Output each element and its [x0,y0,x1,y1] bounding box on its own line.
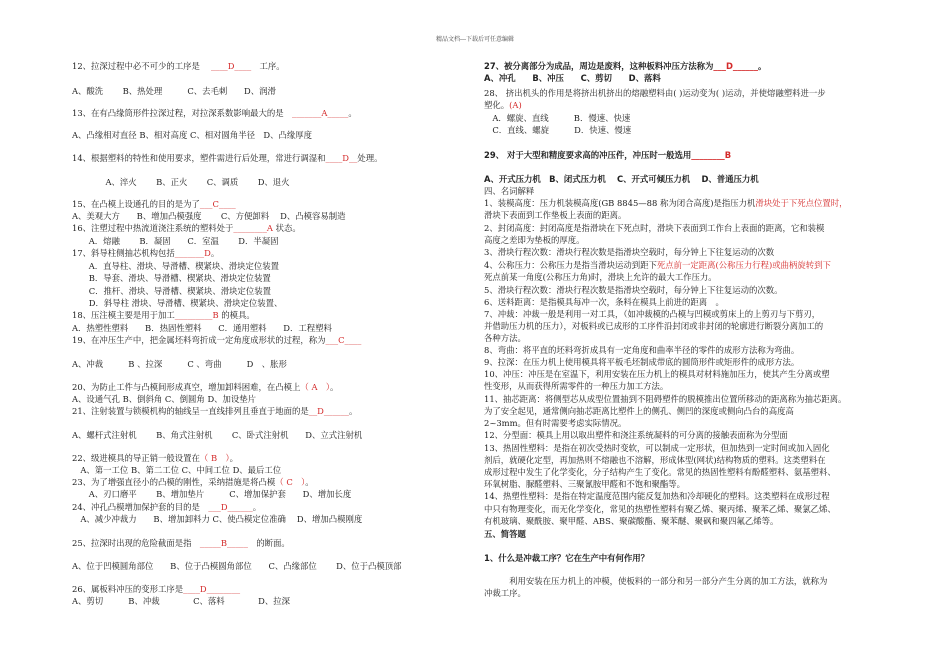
right-line-24: 性变形，从而获得所需零件的一种压力加工方法。 [484,381,669,391]
right-line-13: 3、滑块行程次数：滑块行程次数是指滑块空载时，每分钟上下往复运动的次数 [484,247,775,257]
left-line-16: A．热塑性塑料 B．热固性塑料 C．通用塑料 D．工程塑料 [72,323,332,333]
left-line-20: A、设通气孔 B、倒斜角 C、倒圆角 D、加设垫片 [72,394,257,404]
left-line-8: 16、注塑过程中热流道浇注系统的塑料处于________A 状态。 [72,223,301,233]
left-line-11: A．直导柱、滑块、导滑槽、楔紧块、滑块定位装置 [72,261,280,271]
right-line-31: 成形过程中发生了化学变化，分子结构产生了变化。常见的热固性塑料有酚醛塑料、氨基塑料、 [484,467,836,477]
left-line-22: A、螺杆式注射机 B、角式注射机 C、卧式注射机 D、立式注射机 [72,430,363,440]
right-line-37: 1、什么是冲裁工序？它在生产中有何作用？ [484,553,649,563]
right-line-6: 29、 对于大型和精度要求高的冲压件，冲压时一般选用________B [484,150,732,160]
right-line-4: A．螺旋、直线 B．慢速、快速 [484,113,631,123]
left-line-18: A、冲裁 B 、拉深 C 、弯曲 D 、胀形 [72,359,287,369]
right-line-5: C．直线、螺旋 D．快速、慢速 [484,125,632,135]
right-line-11: 2、封闭高度：封闭高度是指滑块在下死点时，滑块下表面到工作台上表面的距离，它和装模 [484,223,825,233]
left-line-29: 25、拉深时出现的危险截面是指 _____B_____ 的断面。 [72,538,290,548]
left-line-13: C．推杆、滑块、导滑槽、楔紧块、滑块定位装置 [72,286,272,296]
right-line-34: 中只有物理变化，而无化学变化，常见的热塑性塑料有聚乙烯、聚丙烯、聚苯乙烯、聚氯乙烯、 [484,504,836,514]
right-line-20: 各种方法。 [484,333,526,343]
right-line-8: 四、名词解释 [484,186,535,196]
right-line-2: 28、 挤出机头的作用是将挤出机挤出的熔融塑料由( )运动变为( )运动，并使熔融塑料进一步 [484,88,826,98]
left-line-24: A、第一工位 B、第二工位 C、中间工位 D、最后工位 [72,465,282,475]
left-line-6: 15、在凸模上设通孔的目的是为了___C____ [72,199,236,209]
left-line-31: 26、属板料冲压的变形工序是____D________ [72,584,241,594]
right-line-33: 14、热塑性塑料：是指在特定温度范围内能反复加热和冷却硬化的塑料。这类塑料在成形过程 [484,491,830,501]
right-line-0: 27、被分离部分为成品，周边是废料，这种板料冲压方法称为___D______。 [484,61,767,71]
left-line-14: D．斜导柱 滑块、导滑槽、楔紧块、滑块定位装置、 [72,298,283,308]
left-line-5: A、淬火 B、正火 C、调质 D、退火 [72,177,290,187]
right-line-14: 4、公称压力：公称压力是指当滑块运动到距下死点前一定距离(公称压力行程)或曲柄旋转到下 [484,260,831,270]
right-line-21: 8、弯曲：将平直的坯料弯折成具有一定角度和曲率半径的零件的成形方法称为弯曲。 [484,345,800,355]
right-line-7: A、开式压力机 B、闭式压力机 C、开式可倾压力机 D、普通压力机 [484,174,759,184]
left-line-23: 22、级进模具的导正销一般设置在（ B ）。 [72,453,239,463]
left-line-27: 24、冲孔凸模增加保护套的目的是 ___D______。 [72,502,262,512]
right-line-23: 10、冲压：冲压是在室温下，利用安装在压力机上的模具对材料施加压力，使其产生分离或塑 [484,369,830,379]
left-line-2: 13、在有凸缘筒形件拉深过程，对拉深系数影响最大的是 _______A_____。 [72,108,357,118]
right-line-30: 剂后，就硬化定型，再加热则不熔融也不溶解，形成体型(网状)结构物质的塑料。这类塑料在 [484,455,826,465]
right-line-27: 2~3mm。但有时需要考虑实际情况。 [484,418,627,428]
left-line-32: A、剪切 B、冲裁 C、落料 D、拉深 [72,596,290,606]
right-line-9: 1、装模高度：压力机装模高度(GB 8845—88 称为闭合高度)是指压力机滑块处于下死点位置时， [484,198,848,208]
left-line-1: A、酸洗 B、热处理 C、去毛刺 D、润滑 [72,86,276,96]
right-line-28: 12、分型面：模具上用以取出塑件和浇注系统凝料的可分离的接触表面称为分型面 [484,430,788,440]
right-line-16: 5、滑块行程次数：滑块行程次数是指滑块空载时，每分钟上下往复运动的次数。 [484,285,783,295]
left-line-28: A、减少冲裁力 B、增加卸料力 C、使凸模定位准确 D、增加凸模刚度 [72,514,363,524]
left-line-17: 19、在冲压生产中，把金属坯料弯折成一定角度成形状的过程，称为___C____ [72,335,362,345]
right-line-1: A、冲孔 B、冲压 C、剪切 D、落料 [484,73,661,83]
left-line-12: B．导套、滑块、导滑槽、楔紧块、滑块定位装置 [72,273,271,283]
right-line-18: 7、冲裁：冲裁一般是利用一对工具，（如冲裁模的凸模与凹模或剪床上的上剪刃与下剪刃， [484,309,821,319]
right-line-15: 死点前某一角度(公称压力角)时，滑块上允许的最大工作压力。 [484,272,717,282]
right-line-39: 冲裁工序。 [484,588,526,598]
right-line-19: 并借助压力机的压力），对板料或已成形的工序件沿封闭或非封闭的轮廓进行断裂分离加工的 [484,321,824,331]
left-line-15: 18、压注模主要是用于加工_________B 的模具。 [72,310,255,320]
page-header: 精品文档---下载后可任意编辑 [435,36,515,43]
left-line-25: 23、为了增强直径小的凸模的刚性，采纳措施是将凸模（ C ）。 [72,477,314,487]
left-line-26: A、刃口磨平 B、增加垫片 C、增加保护套 D、增加长度 [72,489,352,499]
right-line-38: 利用安装在压力机上的冲模，使板料的一部分和另一部分产生分离的加工方法，就称为 [484,576,828,586]
right-line-29: 13、热固性塑料：是指在初次受热时变软，可以制成一定形状，但加热到一定时间或加入固化 [484,443,830,453]
right-line-36: 五、简答题 [484,529,526,539]
left-line-0: 12、拉深过程中必不可少的工序是 ____D____ 工序。 [72,61,285,71]
right-line-35: 有机玻璃、聚酰胺、聚甲醛、ABS、聚碳酸酯、聚苯醚、聚砜和聚四氟乙烯等。 [484,516,779,526]
right-line-3: 塑化。(A) [484,100,522,110]
left-line-9: A．熔融 B．凝固 C．室温 D．半凝固 [72,236,279,246]
left-line-3: A、凸缘相对直径 B、相对高度 C、相对圆角半径 D、凸缘厚度 [72,130,313,140]
left-line-19: 20、为防止工件与凸模间形成真空，增加卸料困难，在凸模上（ A ）。 [72,382,339,392]
left-line-4: 14、根据塑料的特性和使用要求，塑件需进行后处理，常进行调湿和____D__处理。 [72,153,383,163]
right-line-12: 高度之差即为垫板的厚度。 [484,235,585,245]
right-line-25: 11、抽芯距离：将侧型芯从成型位置抽到不阻碍塑件的脱模推出位置所移动的距离称为抽芯距离。 [484,394,847,404]
left-line-7: A、美观大方 B、增加凸模强度 C、方便卸料 D、凸模容易制造 [72,211,346,221]
right-line-32: 环氧树脂、脲醛塑料、三聚氰胺甲醛和不饱和聚酯等。 [484,479,685,489]
right-line-26: 为了安全起见，通常侧向抽芯距离比塑件上的侧孔、侧凹的深度或侧向凸台的高度高 [484,406,794,416]
left-line-10: 17、斜导柱侧抽芯机构包括_______D。 [72,248,220,258]
right-line-10: 滑块下表面到工作垫板上表面的距离。 [484,210,627,220]
right-line-22: 9、拉深：在压力机上使用模具将平板毛坯制成带底的圆筒形件或矩形件的成形方法。 [484,357,800,367]
right-line-17: 6、送料距离：是指模具每冲一次，条料在模具上前进的距离 。 [484,297,724,307]
left-line-30: A、位于凹模圆角部位 B、位于凸模圆角部位 C、凸缘部位 D、位于凸模顶部 [72,561,402,571]
left-line-21: 21、注射装置与锁模机构的轴线呈一直线排列且垂直于地面的是__D______。 [72,406,358,416]
